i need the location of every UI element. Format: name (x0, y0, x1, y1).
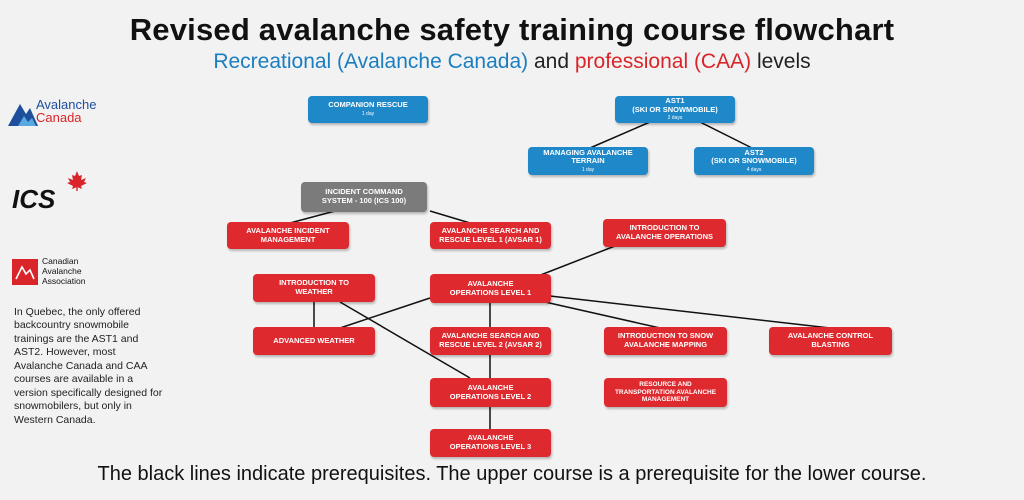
node-ast1[interactable]: AST1 (SKI OR SNOWMOBILE) 2 days (615, 96, 735, 123)
caa-emblem-icon (12, 259, 38, 285)
node-intro-avalanche-operations[interactable]: INTRODUCTION TO AVALANCHE OPERATIONS (603, 219, 726, 247)
mountain-icon (6, 98, 40, 128)
node-avsar-1[interactable]: AVALANCHE SEARCH AND RESCUE LEVEL 1 (AVSAR 1) (430, 222, 551, 249)
line-ast1-ast2 (700, 122, 752, 148)
ics-logo: ICS (12, 170, 102, 218)
subtitle-and: and (533, 50, 570, 73)
node-intro-snow-avalanche-mapping[interactable]: INTRODUCTION TO SNOW AVALANCHE MAPPING (604, 327, 727, 355)
page-title: Revised avalanche safety training course flowchart (129, 12, 895, 47)
node-operations-level-2[interactable]: AVALANCHE OPERATIONS LEVEL 2 (430, 378, 551, 407)
node-operations-level-3[interactable]: AVALANCHE OPERATIONS LEVEL 3 (430, 429, 551, 457)
node-operations-level-1[interactable]: AVALANCHE OPERATIONS LEVEL 1 (430, 274, 551, 303)
node-avalanche-control-blasting[interactable]: AVALANCHE CONTROL BLASTING (769, 327, 892, 355)
node-avsar-2[interactable]: AVALANCHE SEARCH AND RESCUE LEVEL 2 (AVSAR 2) (430, 327, 551, 355)
node-managing-avalanche-terrain[interactable]: MANAGING AVALANCHE TERRAIN 1 day (528, 147, 648, 175)
caa-logo: Canadian Avalanche Association (12, 257, 122, 291)
avalanche-canada-logo: Avalanche Canada (6, 96, 116, 130)
subtitle-levels: levels (756, 50, 811, 73)
legend-footer: The black lines indicate prerequisites. The upper course is a prerequisite for the lower course. (97, 463, 927, 485)
line-ops1-adv (340, 298, 430, 328)
node-avalanche-incident-management[interactable]: AVALANCHE INCIDENT MANAGEMENT (227, 222, 349, 249)
node-advanced-weather[interactable]: ADVANCED WEATHER (253, 327, 375, 355)
maple-leaf-icon (66, 170, 88, 192)
line-ast1-managing (590, 122, 650, 148)
line-introops-ops1 (538, 246, 615, 276)
node-companion-rescue[interactable]: COMPANION RESCUE 1 day (308, 96, 428, 123)
node-ics-100[interactable]: INCIDENT COMMAND SYSTEM - 100 (ICS 100) (301, 182, 427, 212)
node-intro-weather[interactable]: INTRODUCTION TO WEATHER (253, 274, 375, 302)
subtitle-recreational: Recreational (Avalanche Canada) (213, 50, 529, 73)
quebec-note: In Quebec, the only offered backcountry snowmobile trainings are the AST1 and AST2. However, most Avalanche Canada and CAA courses are available in a version specifically designed for snowmobilers, but only in Western Canada. (14, 306, 163, 426)
node-ast2[interactable]: AST2 (SKI OR SNOWMOBILE) 4 days (694, 147, 814, 175)
node-resource-transportation-management[interactable]: RESOURCE AND TRANSPORTATION AVALANCHE MANAGEMENT (604, 378, 727, 407)
subtitle-professional: professional (CAA) (574, 50, 752, 73)
